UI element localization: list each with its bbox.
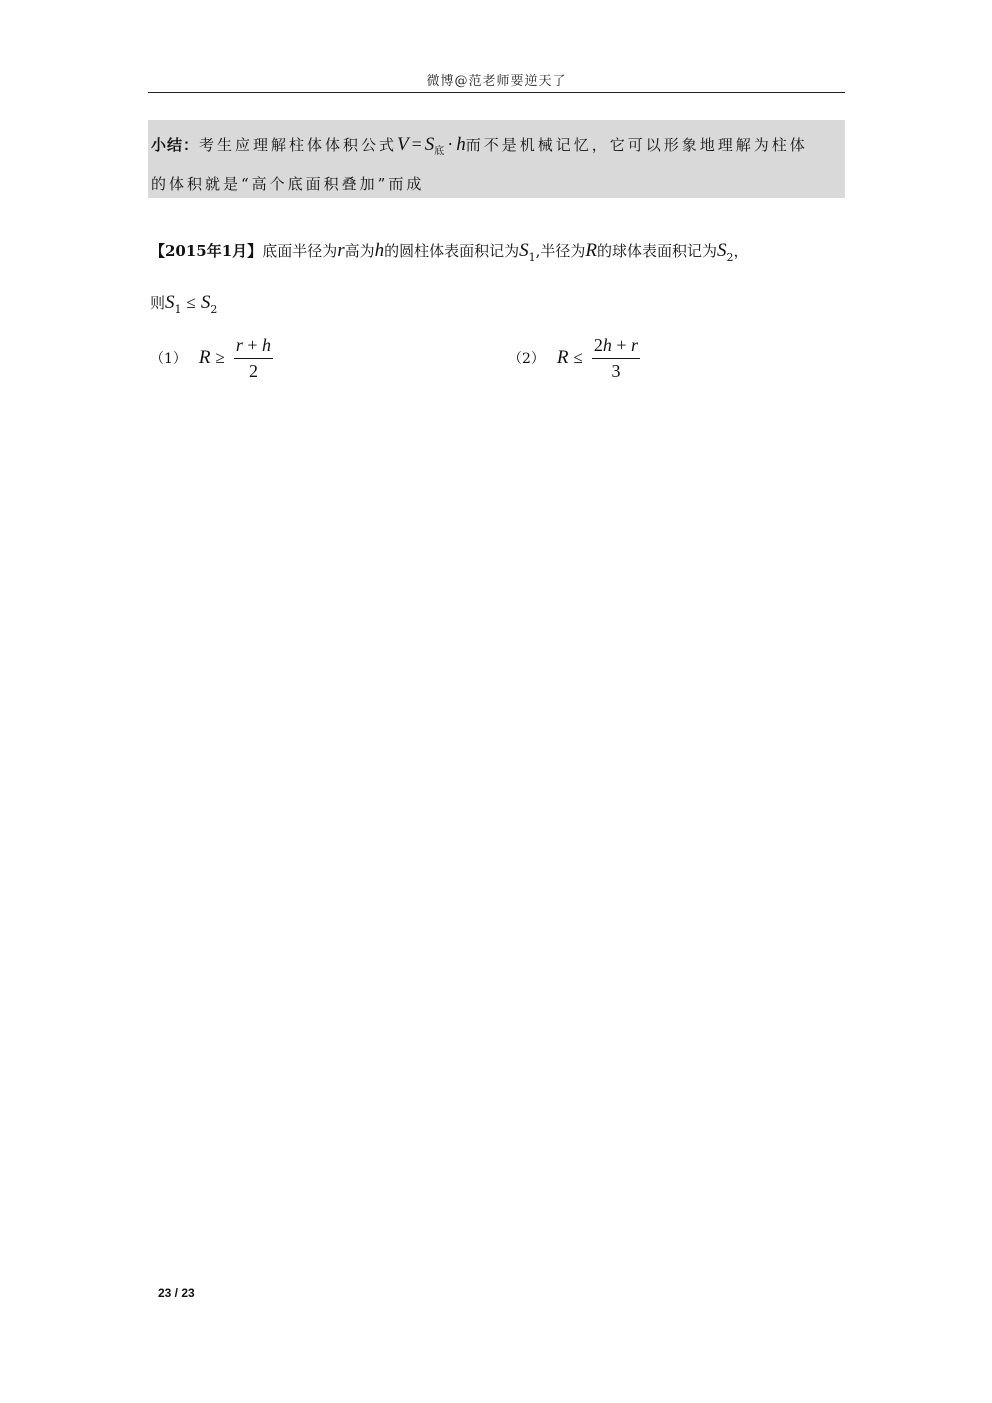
- option-2-lhs: R: [556, 347, 569, 368]
- option-1-denominator: 2: [248, 360, 258, 381]
- summary-line-2: 的体积就是“高个底面积叠加”而成: [151, 175, 425, 193]
- formula-s: S: [424, 134, 435, 155]
- page-header: 微博@范老师要逆天了: [426, 74, 567, 89]
- question-text-6: ，: [733, 242, 749, 260]
- option-1-num-a: r: [235, 334, 243, 355]
- page-number: 23 / 23: [158, 1286, 195, 1300]
- question-text-3: 的圆柱体表面积记为: [384, 242, 520, 260]
- var-big-r: R: [585, 240, 598, 261]
- option-2-relation: ≤: [573, 348, 583, 367]
- formula-dot: ·: [447, 134, 454, 154]
- conclusion-prefix: 则: [150, 294, 166, 312]
- question-source: 【2015年1月】: [150, 242, 263, 260]
- formula-equals: =: [411, 134, 422, 154]
- option-2-numerator: [592, 335, 640, 359]
- conclusion-relation: ≤: [186, 293, 196, 312]
- option-2-num-coef: 2: [593, 334, 603, 355]
- var-h: h: [374, 240, 385, 261]
- var-s2: S: [717, 240, 727, 261]
- question-conclusion: [150, 292, 217, 316]
- question-text-4: ,半径为: [535, 242, 586, 260]
- summary-text-before: 考生应理解柱体体积公式: [199, 136, 398, 154]
- conclusion-s2: S: [200, 292, 211, 313]
- summary-text-after: 而不是机械记忆，它可以形象地理解为柱体: [465, 136, 808, 154]
- option-1-number: （1）: [150, 351, 187, 367]
- option-1: [150, 330, 273, 386]
- header-divider: [148, 92, 845, 93]
- option-1-numerator: [234, 335, 273, 359]
- option-1-num-op: +: [242, 334, 263, 355]
- question-stem: [150, 240, 749, 264]
- summary-line-1: [151, 134, 808, 157]
- conclusion-s2-subscript: 2: [210, 303, 218, 316]
- conclusion-s1-subscript: 1: [174, 303, 182, 316]
- formula-h: h: [456, 134, 466, 155]
- question-text-2: 高为: [344, 242, 375, 260]
- summary-box: [148, 120, 845, 198]
- option-2-num-a: h: [602, 334, 612, 355]
- summary-label: 小结：: [151, 136, 200, 154]
- question-text-5: 的球体表面积记为: [597, 242, 718, 260]
- option-2-denominator: 3: [611, 360, 621, 381]
- option-1-fraction: [234, 335, 273, 382]
- option-2-num-b: r: [631, 334, 639, 355]
- var-r: r: [337, 240, 345, 261]
- conclusion-s1: S: [165, 292, 175, 313]
- var-s2-subscript: 2: [726, 251, 734, 264]
- var-s1: S: [519, 240, 529, 261]
- option-2-number: （2）: [508, 351, 545, 367]
- option-2-fraction: [592, 335, 640, 382]
- option-1-relation: ≥: [215, 348, 225, 367]
- var-s1-subscript: 1: [528, 251, 536, 264]
- formula-subscript: 底: [434, 146, 445, 157]
- option-2-num-op: +: [611, 334, 632, 355]
- option-2: [508, 330, 640, 386]
- formula-v: V: [397, 134, 409, 155]
- question-text-1: 底面半径为: [262, 242, 338, 260]
- option-1-num-b: h: [262, 334, 272, 355]
- option-1-lhs: R: [198, 347, 211, 368]
